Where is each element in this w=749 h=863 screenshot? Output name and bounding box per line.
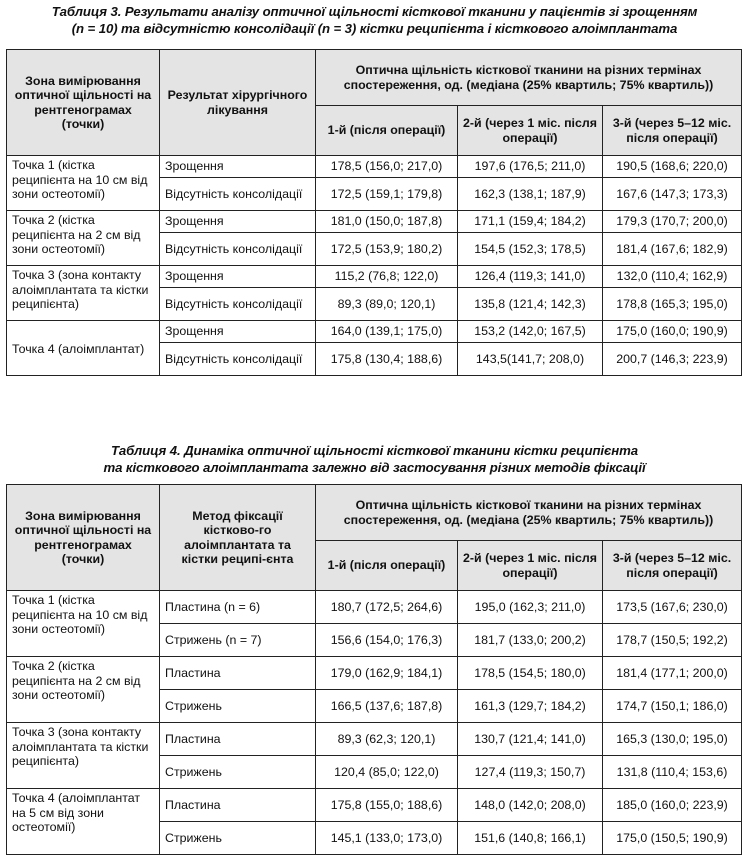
table4-value-cell: 165,3 (130,0; 195,0) xyxy=(603,723,742,756)
table3-group-cell: Зрощення xyxy=(160,211,316,233)
table4-value-cell: 195,0 (162,3; 211,0) xyxy=(458,591,603,624)
table4-group-cell: Стрижень xyxy=(160,822,316,855)
table3-group-cell: Зрощення xyxy=(160,266,316,288)
table3-row xyxy=(7,156,742,178)
table3-header-col3: 3-й (через 5–12 міс. після операції) xyxy=(603,106,742,156)
table3-header-zone: Зона вимірювання оптичної щільності на рентгенограмах (точки) xyxy=(7,50,160,156)
table4-value-cell: 127,4 (119,3; 150,7) xyxy=(458,756,603,789)
table3-caption-line2: (n = 10) та відсутністю консолідації (n = 3) кістки реципієнта і кісткового алоімплантата xyxy=(71,21,678,36)
table4-zone-cell: Точка 4 (алоімплантат на 5 см від зони остеотомії) xyxy=(7,789,160,855)
table3-value-cell: 179,3 (170,7; 200,0) xyxy=(603,211,742,233)
table3-row xyxy=(7,321,742,343)
table3-group-cell: Зрощення xyxy=(160,321,316,343)
table3-value-cell: 178,5 (156,0; 217,0) xyxy=(316,156,458,178)
table3-value-cell: 175,8 (130,4; 188,6) xyxy=(316,343,458,376)
table4-caption xyxy=(0,442,749,476)
table3-caption-line1: Таблиця 3. Результати аналізу оптичної щільності кісткової тканини у пацієнтів зі зрощенням xyxy=(51,4,698,19)
table3-group-cell: Відсутність консолідації xyxy=(160,343,316,376)
table3-value-cell: 197,6 (176,5; 211,0) xyxy=(458,156,603,178)
table3-group-cell: Зрощення xyxy=(160,156,316,178)
table3-value-cell: 200,7 (146,3; 223,9) xyxy=(603,343,742,376)
table4-value-cell: 120,4 (85,0; 122,0) xyxy=(316,756,458,789)
table3-value-cell: 178,8 (165,3; 195,0) xyxy=(603,288,742,321)
table3-caption xyxy=(0,3,749,37)
table3-group-cell: Відсутність консолідації xyxy=(160,288,316,321)
table4-value-cell: 180,7 (172,5; 264,6) xyxy=(316,591,458,624)
table3-zone-cell: Точка 1 (кістка реципієнта на 10 см від зони остеотомії) xyxy=(7,156,160,211)
table4-value-cell: 174,7 (150,1; 186,0) xyxy=(603,690,742,723)
table3-group-cell: Відсутність консолідації xyxy=(160,178,316,211)
table4-value-cell: 178,7 (150,5; 192,2) xyxy=(603,624,742,657)
table3-value-cell: 190,5 (168,6; 220,0) xyxy=(603,156,742,178)
table3-value-cell: 164,0 (139,1; 175,0) xyxy=(316,321,458,343)
table3-value-cell: 162,3 (138,1; 187,9) xyxy=(458,178,603,211)
table4-row xyxy=(7,657,742,690)
table4-header-span: Оптична щільність кісткової тканини на різних термінах спостереження, од. (медіана (25% квартиль; 75% квартиль)) xyxy=(316,485,742,541)
table3-row xyxy=(7,211,742,233)
table4-value-cell: 161,3 (129,7; 184,2) xyxy=(458,690,603,723)
table4-header-col3: 3-й (через 5–12 міс. після операції) xyxy=(603,541,742,591)
table4-header-zone: Зона вимірювання оптичної щільності на рентгенограмах (точки) xyxy=(7,485,160,591)
table4-caption-line2: та кісткового алоімплантата залежно від застосування різних методів фіксації xyxy=(103,460,646,475)
table4-value-cell: 181,4 (177,1; 200,0) xyxy=(603,657,742,690)
table4-value-cell: 130,7 (121,4; 141,0) xyxy=(458,723,603,756)
table3-value-cell: 172,5 (159,1; 179,8) xyxy=(316,178,458,211)
table4-group-cell: Пластина xyxy=(160,723,316,756)
table4 xyxy=(6,484,742,855)
table4-caption-line1: Таблиця 4. Динаміка оптичної щільності кісткової тканини кістки реципієнта xyxy=(110,443,639,458)
table3-zone-cell: Точка 4 (алоімплантат) xyxy=(7,321,160,376)
table3-header-col2: 2-й (через 1 міс. після операції) xyxy=(458,106,603,156)
table3-value-cell: 172,5 (153,9; 180,2) xyxy=(316,233,458,266)
table4-value-cell: 178,5 (154,5; 180,0) xyxy=(458,657,603,690)
table4-group-cell: Стрижень (n = 7) xyxy=(160,624,316,657)
table4-value-cell: 181,7 (133,0; 200,2) xyxy=(458,624,603,657)
table3-value-cell: 126,4 (119,3; 141,0) xyxy=(458,266,603,288)
table3-value-cell: 167,6 (147,3; 173,3) xyxy=(603,178,742,211)
table3-header-span: Оптична щільність кісткової тканини на різних термінах спостереження, од. (медіана (25% квартиль; 75% квартиль)) xyxy=(316,50,742,106)
table4-zone-cell: Точка 3 (зона контакту алоімплантата та кістки реципієнта) xyxy=(7,723,160,789)
table3-value-cell: 89,3 (89,0; 120,1) xyxy=(316,288,458,321)
table4-value-cell: 145,1 (133,0; 173,0) xyxy=(316,822,458,855)
table3-value-cell: 115,2 (76,8; 122,0) xyxy=(316,266,458,288)
table3-value-cell: 181,4 (167,6; 182,9) xyxy=(603,233,742,266)
table4-value-cell: 175,8 (155,0; 188,6) xyxy=(316,789,458,822)
table4-header-col2: 2-й (через 1 міс. після операції) xyxy=(458,541,603,591)
table4-value-cell: 175,0 (150,5; 190,9) xyxy=(603,822,742,855)
table4-row xyxy=(7,591,742,624)
table3-row xyxy=(7,266,742,288)
table3-zone-cell: Точка 2 (кістка реципієнта на 2 см від зони остеотомії) xyxy=(7,211,160,266)
table4-group-cell: Стрижень xyxy=(160,690,316,723)
table3-value-cell: 135,8 (121,4; 142,3) xyxy=(458,288,603,321)
table4-group-cell: Пластина xyxy=(160,789,316,822)
table3-group-cell: Відсутність консолідації xyxy=(160,233,316,266)
table3-value-cell: 143,5(141,7; 208,0) xyxy=(458,343,603,376)
table3-value-cell: 181,0 (150,0; 187,8) xyxy=(316,211,458,233)
table4-group-cell: Стрижень xyxy=(160,756,316,789)
table3-value-cell: 175,0 (160,0; 190,9) xyxy=(603,321,742,343)
table4-header-group: Метод фіксації кістково-го алоімплантата та кістки реципі-єнта xyxy=(160,485,316,591)
table4-value-cell: 89,3 (62,3; 120,1) xyxy=(316,723,458,756)
table4-row xyxy=(7,789,742,822)
table3 xyxy=(6,49,742,376)
table3-zone-cell: Точка 3 (зона контакту алоімплантата та кістки реципієнта) xyxy=(7,266,160,321)
table4-zone-cell: Точка 2 (кістка реципієнта на 2 см від зони остеотомії) xyxy=(7,657,160,723)
table4-value-cell: 156,6 (154,0; 176,3) xyxy=(316,624,458,657)
table4-header-col1: 1-й (після операції) xyxy=(316,541,458,591)
table4-zone-cell: Точка 1 (кістка реципієнта на 10 см від зони остеотомії) xyxy=(7,591,160,657)
table3-value-cell: 171,1 (159,4; 184,2) xyxy=(458,211,603,233)
table3-value-cell: 154,5 (152,3; 178,5) xyxy=(458,233,603,266)
table3-header-group: Результат хірургічного лікування xyxy=(160,50,316,156)
table4-value-cell: 173,5 (167,6; 230,0) xyxy=(603,591,742,624)
table4-value-cell: 131,8 (110,4; 153,6) xyxy=(603,756,742,789)
table3-value-cell: 132,0 (110,4; 162,9) xyxy=(603,266,742,288)
table4-value-cell: 151,6 (140,8; 166,1) xyxy=(458,822,603,855)
table4-group-cell: Пластина (n = 6) xyxy=(160,591,316,624)
table4-value-cell: 148,0 (142,0; 208,0) xyxy=(458,789,603,822)
table3-value-cell: 153,2 (142,0; 167,5) xyxy=(458,321,603,343)
table4-value-cell: 166,5 (137,6; 187,8) xyxy=(316,690,458,723)
table3-header-col1: 1-й (після операції) xyxy=(316,106,458,156)
table4-value-cell: 185,0 (160,0; 223,9) xyxy=(603,789,742,822)
table4-group-cell: Пластина xyxy=(160,657,316,690)
table4-value-cell: 179,0 (162,9; 184,1) xyxy=(316,657,458,690)
table4-row xyxy=(7,723,742,756)
